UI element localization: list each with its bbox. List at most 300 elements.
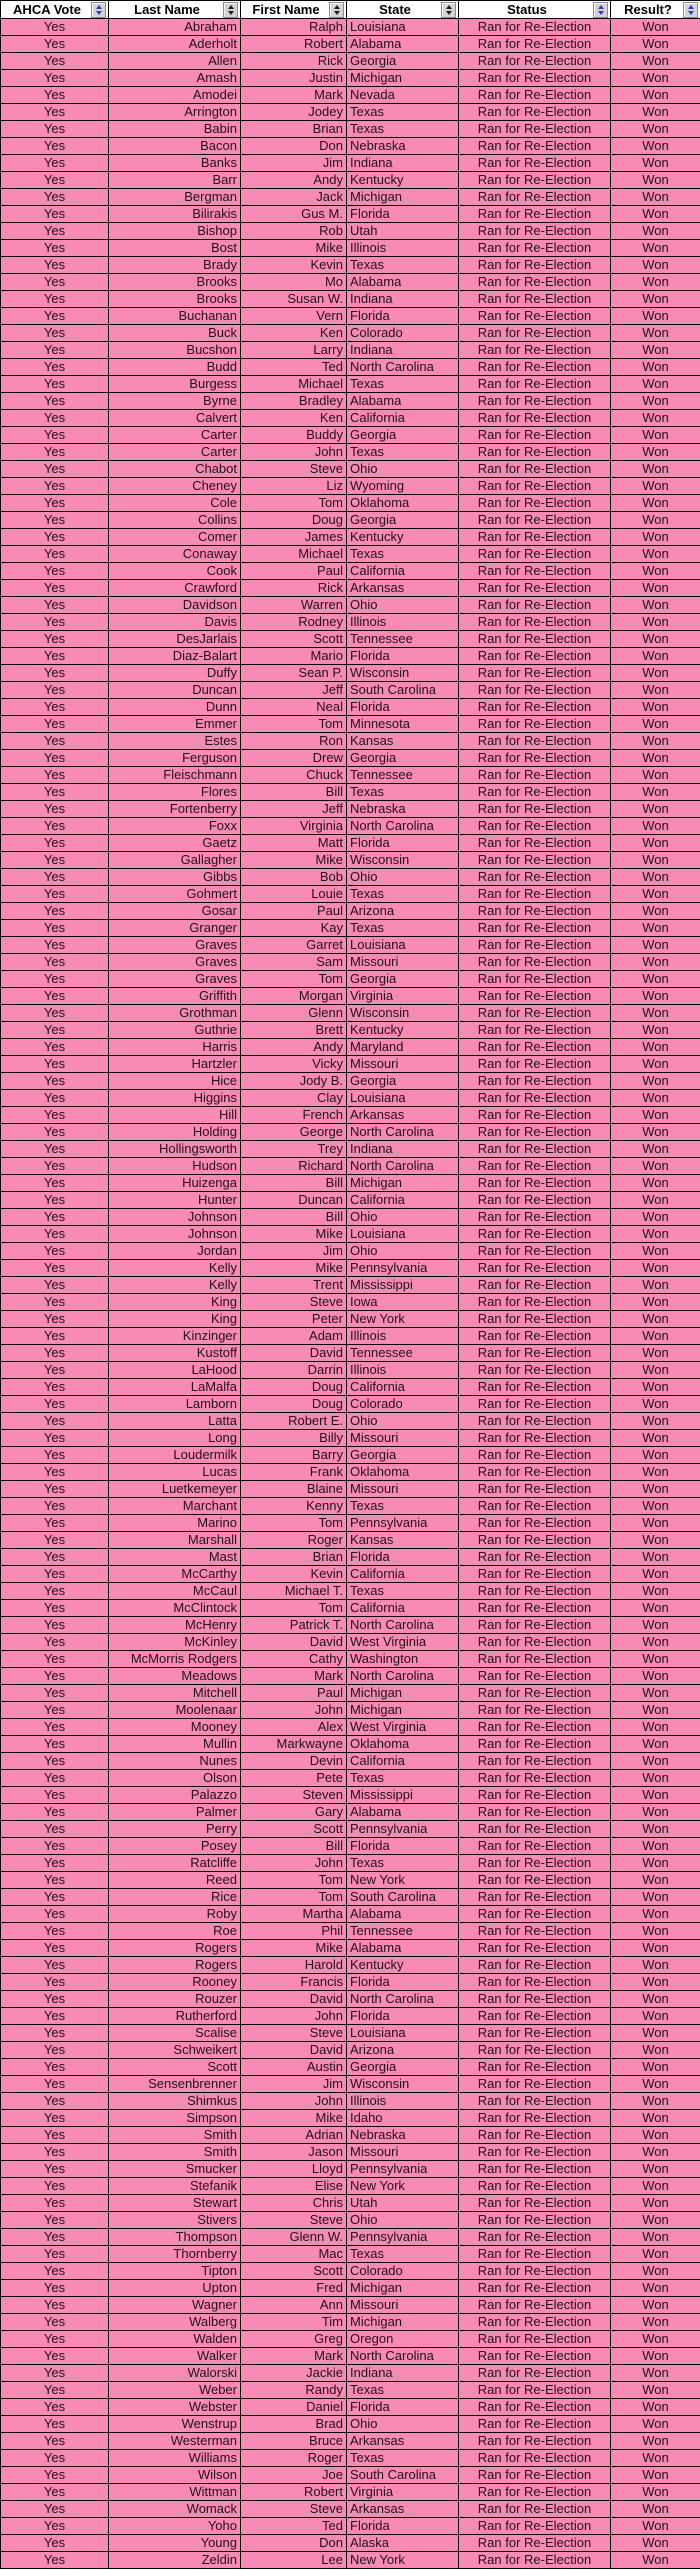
- cell-last-name: Scott: [109, 2059, 241, 2076]
- table-row: [1, 597, 700, 614]
- sort-arrows-icon[interactable]: [441, 2, 456, 18]
- cell-status: Ran for Re-Election: [459, 1447, 611, 1464]
- cell-status: Ran for Re-Election: [459, 189, 611, 206]
- table-row: [1, 1141, 700, 1158]
- cell-last-name: Hunter: [109, 1192, 241, 1209]
- cell-first-name: John: [241, 1702, 347, 1719]
- cell-status: Ran for Re-Election: [459, 1209, 611, 1226]
- table-row: [1, 1634, 700, 1651]
- cell-first-name: Ralph: [241, 19, 347, 36]
- cell-ahca-vote: Yes: [1, 2161, 109, 2178]
- cell-state: California: [347, 1379, 459, 1396]
- table-row: [1, 1804, 700, 1821]
- table-row: [1, 1770, 700, 1787]
- column-label-ahca-vote: AHCA Vote: [13, 1, 81, 17]
- cell-last-name: Yoho: [109, 2518, 241, 2535]
- cell-result: Won: [611, 2161, 700, 2178]
- cell-first-name: Billy: [241, 1430, 347, 1447]
- cell-ahca-vote: Yes: [1, 1702, 109, 1719]
- cell-first-name: Ted: [241, 359, 347, 376]
- cell-last-name: McHenry: [109, 1617, 241, 1634]
- cell-last-name: Higgins: [109, 1090, 241, 1107]
- cell-ahca-vote: Yes: [1, 1124, 109, 1141]
- cell-first-name: Bradley: [241, 393, 347, 410]
- cell-status: Ran for Re-Election: [459, 1855, 611, 1872]
- cell-ahca-vote: Yes: [1, 886, 109, 903]
- cell-state: Illinois: [347, 1362, 459, 1379]
- cell-first-name: John: [241, 2093, 347, 2110]
- cell-status: Ran for Re-Election: [459, 682, 611, 699]
- table-row: [1, 614, 700, 631]
- sort-arrows-icon[interactable]: [223, 2, 238, 18]
- column-label-result: Result?: [624, 1, 672, 17]
- cell-state: Tennessee: [347, 631, 459, 648]
- cell-last-name: Cheney: [109, 478, 241, 495]
- cell-status: Ran for Re-Election: [459, 2144, 611, 2161]
- cell-status: Ran for Re-Election: [459, 1991, 611, 2008]
- cell-state: Indiana: [347, 291, 459, 308]
- cell-last-name: Gallagher: [109, 852, 241, 869]
- cell-ahca-vote: Yes: [1, 1107, 109, 1124]
- cell-last-name: Shimkus: [109, 2093, 241, 2110]
- table-row: [1, 1974, 700, 1991]
- cell-state: Oklahoma: [347, 1736, 459, 1753]
- cell-ahca-vote: Yes: [1, 1991, 109, 2008]
- cell-status: Ran for Re-Election: [459, 1243, 611, 1260]
- cell-result: Won: [611, 274, 700, 291]
- cell-first-name: Kevin: [241, 257, 347, 274]
- cell-ahca-vote: Yes: [1, 1090, 109, 1107]
- cell-last-name: Graves: [109, 954, 241, 971]
- cell-first-name: Don: [241, 2535, 347, 2552]
- cell-state: Wisconsin: [347, 665, 459, 682]
- cell-status: Ran for Re-Election: [459, 2229, 611, 2246]
- cell-first-name: Phil: [241, 1923, 347, 1940]
- cell-ahca-vote: Yes: [1, 1515, 109, 1532]
- table-row: [1, 257, 700, 274]
- table-row: [1, 920, 700, 937]
- cell-status: Ran for Re-Election: [459, 87, 611, 104]
- cell-result: Won: [611, 988, 700, 1005]
- table-row: [1, 1515, 700, 1532]
- sort-arrows-icon[interactable]: [91, 2, 106, 18]
- cell-result: Won: [611, 342, 700, 359]
- cell-ahca-vote: Yes: [1, 767, 109, 784]
- cell-last-name: Collins: [109, 512, 241, 529]
- cell-status: Ran for Re-Election: [459, 2178, 611, 2195]
- cell-result: Won: [611, 1277, 700, 1294]
- cell-ahca-vote: Yes: [1, 1362, 109, 1379]
- cell-first-name: Chris: [241, 2195, 347, 2212]
- cell-first-name: Mike: [241, 2110, 347, 2127]
- table-row: [1, 1855, 700, 1872]
- cell-last-name: Fleischmann: [109, 767, 241, 784]
- cell-result: Won: [611, 2450, 700, 2467]
- table-row: [1, 954, 700, 971]
- cell-state: Alabama: [347, 1940, 459, 1957]
- cell-state: Texas: [347, 1770, 459, 1787]
- cell-result: Won: [611, 291, 700, 308]
- cell-first-name: Warren: [241, 597, 347, 614]
- table-row: [1, 631, 700, 648]
- cell-result: Won: [611, 2416, 700, 2433]
- cell-result: Won: [611, 2229, 700, 2246]
- cell-status: Ran for Re-Election: [459, 2433, 611, 2450]
- cell-last-name: Walden: [109, 2331, 241, 2348]
- table-row: [1, 2093, 700, 2110]
- cell-result: Won: [611, 767, 700, 784]
- table-row: [1, 2518, 700, 2535]
- cell-ahca-vote: Yes: [1, 1430, 109, 1447]
- table-row: [1, 1022, 700, 1039]
- cell-status: Ran for Re-Election: [459, 1515, 611, 1532]
- cell-ahca-vote: Yes: [1, 631, 109, 648]
- cell-status: Ran for Re-Election: [459, 1277, 611, 1294]
- cell-first-name: Greg: [241, 2331, 347, 2348]
- cell-result: Won: [611, 444, 700, 461]
- cell-status: Ran for Re-Election: [459, 1311, 611, 1328]
- cell-last-name: Smith: [109, 2127, 241, 2144]
- cell-last-name: Guthrie: [109, 1022, 241, 1039]
- table-row: [1, 2433, 700, 2450]
- cell-first-name: Sean P.: [241, 665, 347, 682]
- cell-result: Won: [611, 1294, 700, 1311]
- cell-first-name: Francis: [241, 1974, 347, 1991]
- cell-state: Tennessee: [347, 1923, 459, 1940]
- cell-state: Ohio: [347, 2212, 459, 2229]
- table-row: [1, 1600, 700, 1617]
- table-row: [1, 546, 700, 563]
- cell-last-name: Gaetz: [109, 835, 241, 852]
- cell-status: Ran for Re-Election: [459, 818, 611, 835]
- table-row: [1, 2365, 700, 2382]
- cell-result: Won: [611, 733, 700, 750]
- cell-status: Ran for Re-Election: [459, 1532, 611, 1549]
- cell-result: Won: [611, 376, 700, 393]
- cell-first-name: Brett: [241, 1022, 347, 1039]
- cell-first-name: Andy: [241, 1039, 347, 1056]
- cell-ahca-vote: Yes: [1, 291, 109, 308]
- cell-ahca-vote: Yes: [1, 274, 109, 291]
- cell-status: Ran for Re-Election: [459, 2535, 611, 2552]
- cell-first-name: John: [241, 2008, 347, 2025]
- cell-status: Ran for Re-Election: [459, 2552, 611, 2569]
- column-label-last-name: Last Name: [134, 1, 200, 17]
- cell-ahca-vote: Yes: [1, 1311, 109, 1328]
- cell-result: Won: [611, 189, 700, 206]
- cell-state: Alaska: [347, 2535, 459, 2552]
- cell-result: Won: [611, 1464, 700, 1481]
- cell-status: Ran for Re-Election: [459, 104, 611, 121]
- cell-ahca-vote: Yes: [1, 393, 109, 410]
- cell-result: Won: [611, 1413, 700, 1430]
- table-row: [1, 495, 700, 512]
- cell-result: Won: [611, 53, 700, 70]
- cell-ahca-vote: Yes: [1, 1379, 109, 1396]
- cell-ahca-vote: Yes: [1, 1566, 109, 1583]
- cell-ahca-vote: Yes: [1, 121, 109, 138]
- cell-first-name: Roger: [241, 2450, 347, 2467]
- table-row: [1, 206, 700, 223]
- cell-state: Florida: [347, 2518, 459, 2535]
- cell-last-name: Emmer: [109, 716, 241, 733]
- cell-first-name: Larry: [241, 342, 347, 359]
- cell-result: Won: [611, 580, 700, 597]
- cell-last-name: Kelly: [109, 1277, 241, 1294]
- cell-result: Won: [611, 1328, 700, 1345]
- column-header-result: [611, 1, 700, 19]
- cell-status: Ran for Re-Election: [459, 767, 611, 784]
- table-row: [1, 937, 700, 954]
- cell-status: Ran for Re-Election: [459, 2518, 611, 2535]
- table-row: [1, 2416, 700, 2433]
- cell-result: Won: [611, 495, 700, 512]
- cell-state: Florida: [347, 699, 459, 716]
- cell-state: Texas: [347, 1855, 459, 1872]
- cell-first-name: Michael: [241, 546, 347, 563]
- column-header-ahca-vote: [1, 1, 109, 19]
- cell-ahca-vote: Yes: [1, 308, 109, 325]
- table-row: [1, 444, 700, 461]
- cell-ahca-vote: Yes: [1, 342, 109, 359]
- table-row: [1, 172, 700, 189]
- cell-status: Ran for Re-Election: [459, 325, 611, 342]
- cell-first-name: Trey: [241, 1141, 347, 1158]
- cell-last-name: Diaz-Balart: [109, 648, 241, 665]
- cell-result: Won: [611, 903, 700, 920]
- table-row: [1, 342, 700, 359]
- cell-last-name: Mooney: [109, 1719, 241, 1736]
- table-row: [1, 1872, 700, 1889]
- cell-ahca-vote: Yes: [1, 2127, 109, 2144]
- cell-last-name: Abraham: [109, 19, 241, 36]
- cell-status: Ran for Re-Election: [459, 393, 611, 410]
- cell-first-name: Darrin: [241, 1362, 347, 1379]
- cell-status: Ran for Re-Election: [459, 19, 611, 36]
- cell-first-name: Tom: [241, 495, 347, 512]
- cell-last-name: Jordan: [109, 1243, 241, 1260]
- cell-result: Won: [611, 1702, 700, 1719]
- cell-status: Ran for Re-Election: [459, 461, 611, 478]
- sort-arrows-icon[interactable]: [329, 2, 344, 18]
- cell-last-name: Rogers: [109, 1940, 241, 1957]
- table-row: [1, 1039, 700, 1056]
- table-row: [1, 87, 700, 104]
- cell-result: Won: [611, 257, 700, 274]
- cell-ahca-vote: Yes: [1, 2280, 109, 2297]
- cell-result: Won: [611, 2042, 700, 2059]
- cell-first-name: Duncan: [241, 1192, 347, 1209]
- table-row: [1, 2484, 700, 2501]
- cell-status: Ran for Re-Election: [459, 2263, 611, 2280]
- cell-first-name: Steve: [241, 2501, 347, 2518]
- cell-status: Ran for Re-Election: [459, 1702, 611, 1719]
- cell-result: Won: [611, 1498, 700, 1515]
- cell-last-name: Kustoff: [109, 1345, 241, 1362]
- cell-last-name: Stewart: [109, 2195, 241, 2212]
- cell-result: Won: [611, 1345, 700, 1362]
- column-label-status: Status: [507, 1, 547, 17]
- cell-ahca-vote: Yes: [1, 138, 109, 155]
- cell-status: Ran for Re-Election: [459, 1889, 611, 1906]
- cell-status: Ran for Re-Election: [459, 2059, 611, 2076]
- cell-state: Florida: [347, 2399, 459, 2416]
- cell-last-name: McCaul: [109, 1583, 241, 1600]
- cell-first-name: Vern: [241, 308, 347, 325]
- table-row: [1, 869, 700, 886]
- cell-state: Nebraska: [347, 138, 459, 155]
- cell-result: Won: [611, 19, 700, 36]
- table-row: [1, 325, 700, 342]
- cell-result: Won: [611, 886, 700, 903]
- table-row: [1, 2450, 700, 2467]
- cell-state: Illinois: [347, 1328, 459, 1345]
- cell-last-name: Kinzinger: [109, 1328, 241, 1345]
- cell-first-name: Austin: [241, 2059, 347, 2076]
- cell-result: Won: [611, 461, 700, 478]
- cell-last-name: Smith: [109, 2144, 241, 2161]
- cell-first-name: Tom: [241, 1600, 347, 1617]
- cell-ahca-vote: Yes: [1, 87, 109, 104]
- cell-status: Ran for Re-Election: [459, 274, 611, 291]
- cell-result: Won: [611, 410, 700, 427]
- cell-first-name: Pete: [241, 1770, 347, 1787]
- cell-last-name: Meadows: [109, 1668, 241, 1685]
- cell-last-name: Duffy: [109, 665, 241, 682]
- table-row: [1, 1736, 700, 1753]
- cell-ahca-vote: Yes: [1, 1668, 109, 1685]
- cell-last-name: Harris: [109, 1039, 241, 1056]
- cell-status: Ran for Re-Election: [459, 1634, 611, 1651]
- sort-up-arrow-icon: [228, 5, 234, 9]
- cell-ahca-vote: Yes: [1, 1974, 109, 1991]
- cell-status: Ran for Re-Election: [459, 1736, 611, 1753]
- cell-ahca-vote: Yes: [1, 19, 109, 36]
- cell-last-name: Wagner: [109, 2297, 241, 2314]
- cell-first-name: Neal: [241, 699, 347, 716]
- cell-result: Won: [611, 1447, 700, 1464]
- cell-first-name: Jim: [241, 2076, 347, 2093]
- cell-status: Ran for Re-Election: [459, 1413, 611, 1430]
- cell-state: Michigan: [347, 1685, 459, 1702]
- cell-status: Ran for Re-Election: [459, 444, 611, 461]
- cell-result: Won: [611, 665, 700, 682]
- cell-status: Ran for Re-Election: [459, 1005, 611, 1022]
- cell-result: Won: [611, 1974, 700, 1991]
- table-row: [1, 2059, 700, 2076]
- cell-ahca-vote: Yes: [1, 2246, 109, 2263]
- cell-first-name: Rob: [241, 223, 347, 240]
- cell-state: Kentucky: [347, 1022, 459, 1039]
- cell-status: Ran for Re-Election: [459, 2450, 611, 2467]
- cell-ahca-vote: Yes: [1, 546, 109, 563]
- cell-ahca-vote: Yes: [1, 1634, 109, 1651]
- cell-ahca-vote: Yes: [1, 1719, 109, 1736]
- table-row: [1, 2246, 700, 2263]
- cell-last-name: Thompson: [109, 2229, 241, 2246]
- cell-ahca-vote: Yes: [1, 1651, 109, 1668]
- table-row: [1, 1668, 700, 1685]
- cell-first-name: Sam: [241, 954, 347, 971]
- cell-last-name: Ratcliffe: [109, 1855, 241, 1872]
- cell-status: Ran for Re-Election: [459, 1175, 611, 1192]
- sort-down-arrow-icon: [228, 11, 234, 15]
- sort-arrows-icon[interactable]: [683, 2, 698, 18]
- cell-ahca-vote: Yes: [1, 1277, 109, 1294]
- cell-status: Ran for Re-Election: [459, 2127, 611, 2144]
- cell-first-name: Vicky: [241, 1056, 347, 1073]
- cell-result: Won: [611, 2263, 700, 2280]
- table-row: [1, 2314, 700, 2331]
- cell-ahca-vote: Yes: [1, 2467, 109, 2484]
- cell-state: Ohio: [347, 1243, 459, 1260]
- table-row: [1, 580, 700, 597]
- cell-status: Ran for Re-Election: [459, 1719, 611, 1736]
- cell-last-name: LaMalfa: [109, 1379, 241, 1396]
- cell-last-name: Estes: [109, 733, 241, 750]
- cell-first-name: Kay: [241, 920, 347, 937]
- table-row: [1, 376, 700, 393]
- cell-result: Won: [611, 36, 700, 53]
- cell-state: Georgia: [347, 53, 459, 70]
- cell-first-name: Rick: [241, 580, 347, 597]
- cell-first-name: Steve: [241, 1294, 347, 1311]
- cell-status: Ran for Re-Election: [459, 2467, 611, 2484]
- cell-state: Tennessee: [347, 767, 459, 784]
- table-row: [1, 767, 700, 784]
- sort-up-arrow-icon: [334, 5, 340, 9]
- cell-status: Ran for Re-Election: [459, 2331, 611, 2348]
- cell-state: Pennsylvania: [347, 2161, 459, 2178]
- column-label-state: State: [379, 1, 411, 17]
- cell-ahca-vote: Yes: [1, 1328, 109, 1345]
- table-row: [1, 1787, 700, 1804]
- cell-status: Ran for Re-Election: [459, 291, 611, 308]
- cell-result: Won: [611, 1906, 700, 1923]
- cell-first-name: Tim: [241, 2314, 347, 2331]
- cell-first-name: Barry: [241, 1447, 347, 1464]
- cell-result: Won: [611, 206, 700, 223]
- cell-ahca-vote: Yes: [1, 2433, 109, 2450]
- table-row: [1, 2025, 700, 2042]
- cell-last-name: Tipton: [109, 2263, 241, 2280]
- cell-last-name: McClintock: [109, 1600, 241, 1617]
- cell-state: Florida: [347, 308, 459, 325]
- cell-ahca-vote: Yes: [1, 1413, 109, 1430]
- cell-status: Ran for Re-Election: [459, 1328, 611, 1345]
- cell-result: Won: [611, 954, 700, 971]
- cell-result: Won: [611, 1073, 700, 1090]
- cell-status: Ran for Re-Election: [459, 1804, 611, 1821]
- table-row: [1, 2008, 700, 2025]
- cell-state: Texas: [347, 920, 459, 937]
- cell-result: Won: [611, 2008, 700, 2025]
- cell-ahca-vote: Yes: [1, 1923, 109, 1940]
- cell-first-name: Bruce: [241, 2433, 347, 2450]
- cell-last-name: Bucshon: [109, 342, 241, 359]
- table-row: [1, 512, 700, 529]
- cell-ahca-vote: Yes: [1, 614, 109, 631]
- cell-result: Won: [611, 240, 700, 257]
- cell-result: Won: [611, 2399, 700, 2416]
- cell-result: Won: [611, 1549, 700, 1566]
- table-row: [1, 1056, 700, 1073]
- cell-state: North Carolina: [347, 1991, 459, 2008]
- cell-result: Won: [611, 1957, 700, 1974]
- cell-ahca-vote: Yes: [1, 954, 109, 971]
- sort-arrows-icon[interactable]: [593, 2, 608, 18]
- cell-state: Illinois: [347, 614, 459, 631]
